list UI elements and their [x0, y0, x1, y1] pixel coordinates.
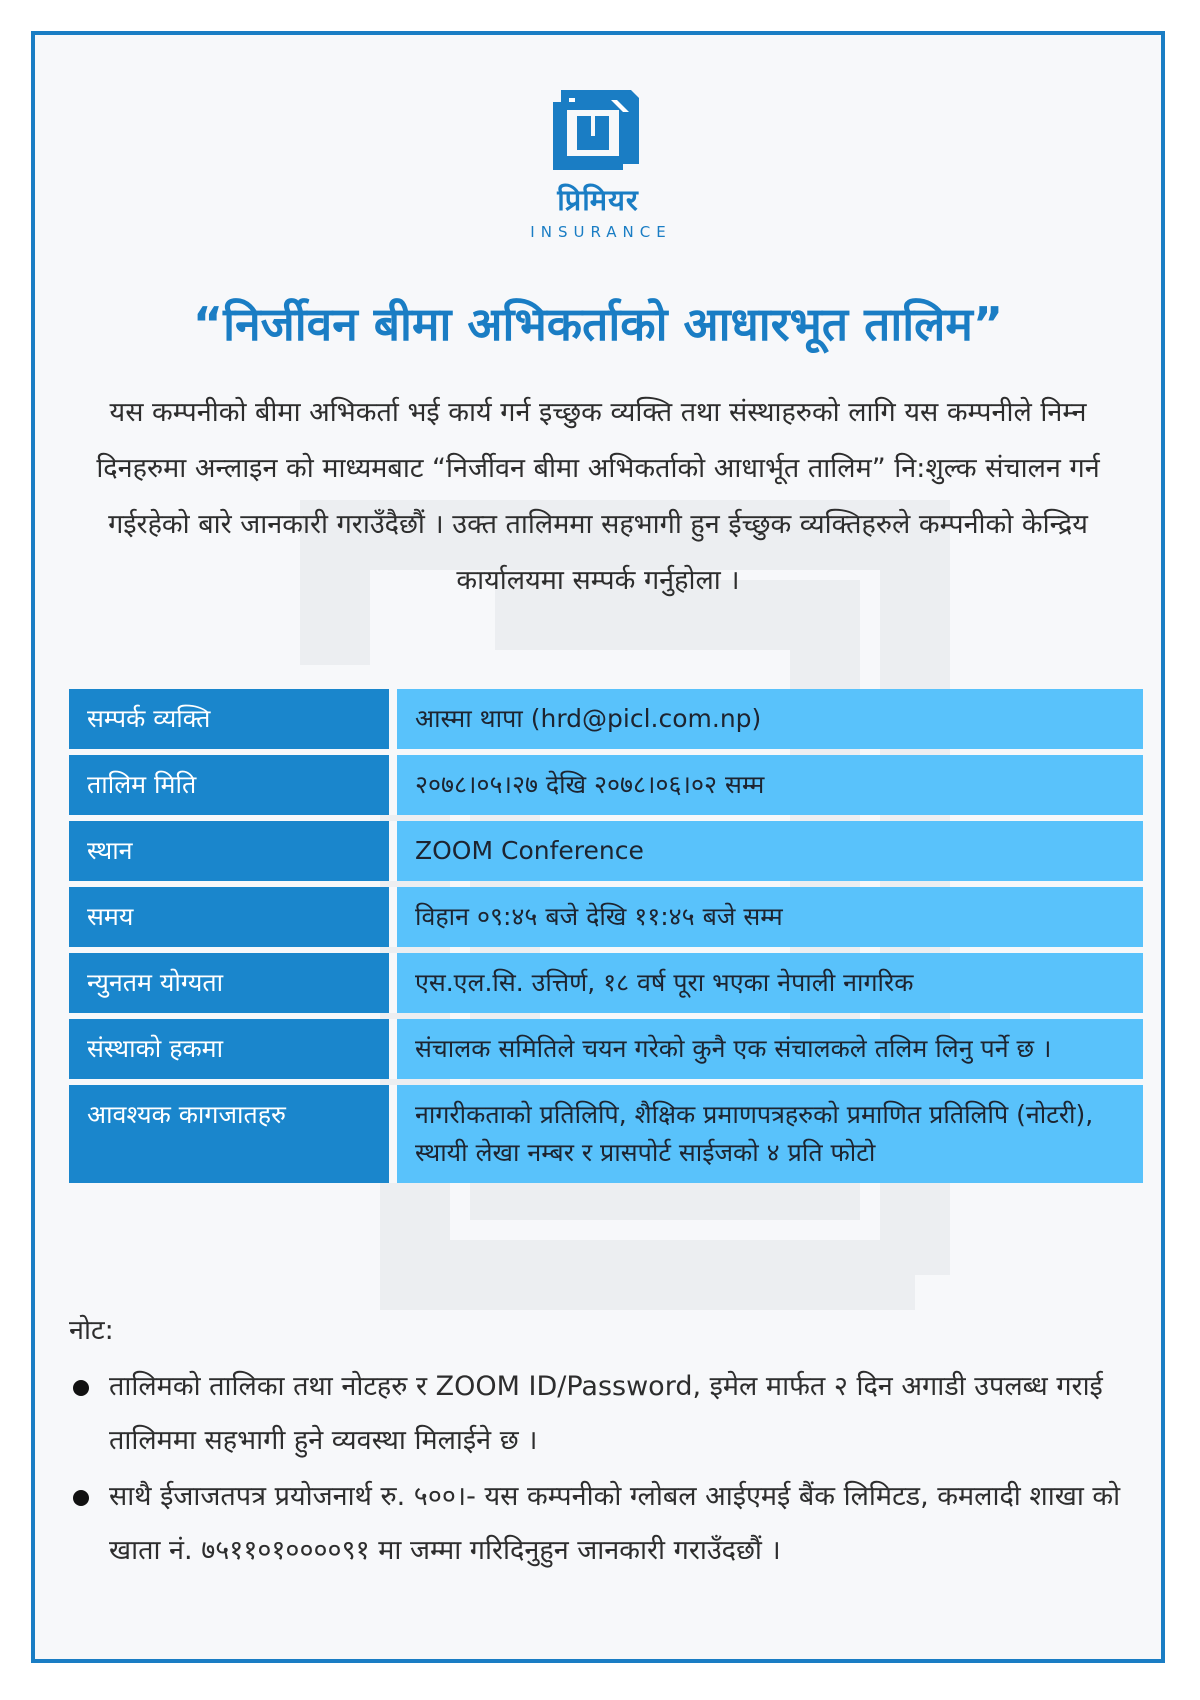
detail-label: सम्पर्क व्यक्ति: [69, 689, 397, 749]
brand-name: प्रिमियर: [557, 183, 639, 217]
detail-value: २०७८।०५।२७ देखि २०७८।०६।०२ सम्म: [397, 755, 1143, 815]
bullet-icon: [73, 1380, 89, 1396]
poster-content: [35, 35, 1161, 1659]
note-text: साथै ईजाजतपत्र प्रयोजनार्थ रु. ५००।- यस कम्पनीको ग्लोबल आईएमई बैंक लिमिटड, कमलादी शाखा को खाता नं. ७५११०१००००९१ मा जम्मा गरिदिनुहुन जानकारी गराउँदछौं ।: [109, 1481, 1121, 1566]
detail-label: आवश्यक कागजातहरु: [69, 1085, 397, 1183]
note-text: तालिमको तालिका तथा नोटहरु र ZOOM ID/Password, इमेल मार्फत २ दिन अगाडी उपलब्ध गराई तालिममा सहभागी हुने व्यवस्था मिलाईने छ ।: [109, 1371, 1103, 1456]
brand-logo: [35, 80, 1161, 241]
bullet-icon: [73, 1490, 89, 1506]
note-heading: नोट:: [69, 1315, 114, 1346]
table-row: [69, 755, 1143, 815]
table-row: [69, 953, 1143, 1013]
intro-paragraph: यस कम्पनीको बीमा अभिकर्ता भई कार्य गर्न इच्छुक व्यक्ति तथा संस्थाहरुको लागि यस कम्पनीले निम्न दिनहरुमा अन्लाइन को माध्यमबाट “निर्जीवन बीमा अभिकर्ताको आधार्भूत तालिम” नि:शुल्क संचालन गर्न गईरहेको बारे जानकारी गराउँदैछौं । उक्त तालिममा सहभागी हुन ईच्छुक व्यक्तिहरुले कम्पनीको केन्द्रिय कार्यालयमा सम्पर्क गर्नुहोला ।: [96, 397, 1100, 596]
detail-label: न्युनतम योग्यता: [69, 953, 397, 1013]
list-item: [69, 1470, 1127, 1578]
poster-frame: [31, 31, 1165, 1663]
table-row: [69, 1085, 1143, 1183]
detail-value: ZOOM Conference: [397, 821, 1143, 881]
table-row: [69, 1019, 1143, 1079]
detail-value: संचालक समितिले चयन गरेको कुनै एक संचालकले तलिम लिनु पर्ने छ ।: [397, 1019, 1143, 1079]
detail-value: आस्मा थापा (hrd@picl.com.np): [397, 689, 1143, 749]
detail-value: विहान ०९:४५ बजे देखि ११:४५ बजे सम्म: [397, 887, 1143, 947]
detail-value: नागरीकताको प्रतिलिपि, शैक्षिक प्रमाणपत्रहरुको प्रमाणित प्रतिलिपि (नोटरी), स्थायी लेखा नम्बर र प्रासपोर्ट साईजको ४ प्रति फोटो: [397, 1085, 1143, 1183]
table-row: [69, 689, 1143, 749]
list-item: [69, 1360, 1127, 1468]
training-details-table: [69, 683, 1143, 1189]
detail-label: स्थान: [69, 821, 397, 881]
table-row: [69, 887, 1143, 947]
detail-label: तालिम मिति: [69, 755, 397, 815]
page-title: “निर्जीवन बीमा अभिकर्ताको आधारभूत तालिम”: [192, 297, 1004, 351]
detail-value: एस.एल.सि. उत्तिर्ण, १८ वर्ष पूरा भएका नेपाली नागरिक: [397, 953, 1143, 1013]
detail-label: संस्थाको हकमा: [69, 1019, 397, 1079]
brand-tagline: INSURANCE: [530, 223, 672, 241]
detail-label: समय: [69, 887, 397, 947]
table-row: [69, 821, 1143, 881]
square-bracket-logo-icon: [551, 80, 645, 174]
notes-list: [69, 1360, 1127, 1580]
